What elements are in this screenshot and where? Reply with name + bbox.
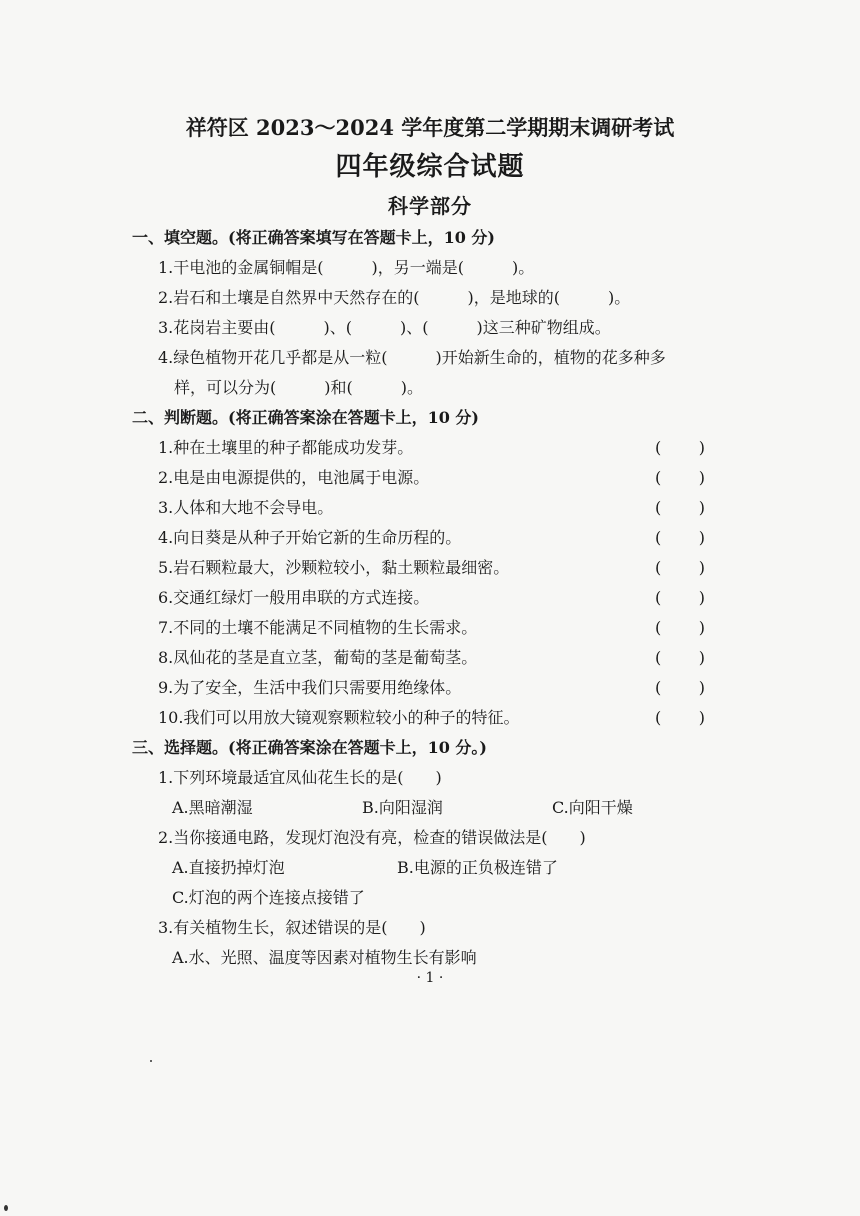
judge-answer-5: ( ) — [655, 558, 705, 577]
judge-answer-1: ( ) — [655, 438, 705, 457]
page-number: · 1 · — [416, 970, 444, 986]
judge-item-9: 9.为了安全，生活中我们只需要用绝缘体。 — [158, 678, 462, 697]
choice-1-option-b: B.向阳湿润 — [362, 798, 443, 817]
fill-question-4-cont: 样，可以分为( )和( )。 — [174, 378, 423, 397]
choice-question-2: 2.当你接通电路，发现灯泡没有亮，检查的错误做法是( ) — [158, 828, 586, 847]
judge-item-3: 3.人体和大地不会导电。 — [158, 498, 334, 517]
choice-2-option-b: B.电源的正负极连错了 — [397, 858, 558, 877]
choice-3-option-a: A.水、光照、温度等因素对植物生长有影响 — [172, 948, 477, 967]
fill-question-1: 1.干电池的金属铜帽是( )，另一端是( )。 — [158, 258, 535, 277]
section-part-title: 科学部分 — [388, 194, 472, 218]
judge-item-4: 4.向日葵是从种子开始它新的生命历程的。 — [158, 528, 462, 547]
fill-question-2: 2.岩石和土壤是自然界中天然存在的( )，是地球的( )。 — [158, 288, 631, 307]
judge-answer-6: ( ) — [655, 588, 705, 607]
judge-answer-4: ( ) — [655, 528, 705, 547]
judge-item-8: 8.凤仙花的茎是直立茎，葡萄的茎是葡萄茎。 — [158, 648, 478, 667]
judge-answer-10: ( ) — [655, 708, 705, 727]
choice-1-option-c: C.向阳干燥 — [552, 798, 633, 817]
scan-speck — [4, 1205, 8, 1211]
choice-question-1: 1.下列环境最适宜凤仙花生长的是( ) — [158, 768, 442, 787]
judge-item-1: 1.种在土壤里的种子都能成功发芽。 — [158, 438, 414, 457]
judge-answer-8: ( ) — [655, 648, 705, 667]
fill-question-4: 4.绿色植物开花几乎都是从一粒( )开始新生命的，植物的花多种多 — [158, 348, 666, 367]
choice-1-option-a: A.黑暗潮湿 — [172, 798, 253, 817]
section1-heading: 一、填空题。(将正确答案填写在答题卡上，10 分) — [132, 228, 495, 247]
section3-heading: 三、选择题。(将正确答案涂在答题卡上，10 分。) — [132, 738, 487, 757]
judge-item-6: 6.交通红绿灯一般用串联的方式连接。 — [158, 588, 430, 607]
choice-2-option-c: C.灯泡的两个连接点接错了 — [172, 888, 365, 907]
judge-item-2: 2.电是由电源提供的，电池属于电源。 — [158, 468, 430, 487]
choice-2-option-a: A.直接扔掉灯泡 — [172, 858, 285, 877]
exam-header-title: 祥符区 2023～2024 学年度第二学期期末调研考试 — [185, 115, 675, 140]
judge-answer-3: ( ) — [655, 498, 705, 517]
choice-question-3: 3.有关植物生长，叙述错误的是( ) — [158, 918, 426, 937]
judge-answer-9: ( ) — [655, 678, 705, 697]
judge-answer-2: ( ) — [655, 468, 705, 487]
fill-question-3: 3.花岗岩主要由( )、( )、( )这三种矿物组成。 — [158, 318, 611, 337]
scan-speck — [150, 1060, 152, 1062]
judge-item-10: 10.我们可以用放大镜观察颗粒较小的种子的特征。 — [158, 708, 520, 727]
judge-item-5: 5.岩石颗粒最大，沙颗粒较小，黏土颗粒最细密。 — [158, 558, 510, 577]
section2-heading: 二、判断题。(将正确答案涂在答题卡上，10 分) — [132, 408, 479, 427]
judge-answer-7: ( ) — [655, 618, 705, 637]
exam-subject-title: 四年级综合试题 — [335, 152, 525, 182]
judge-item-7: 7.不同的土壤不能满足不同植物的生长需求。 — [158, 618, 478, 637]
